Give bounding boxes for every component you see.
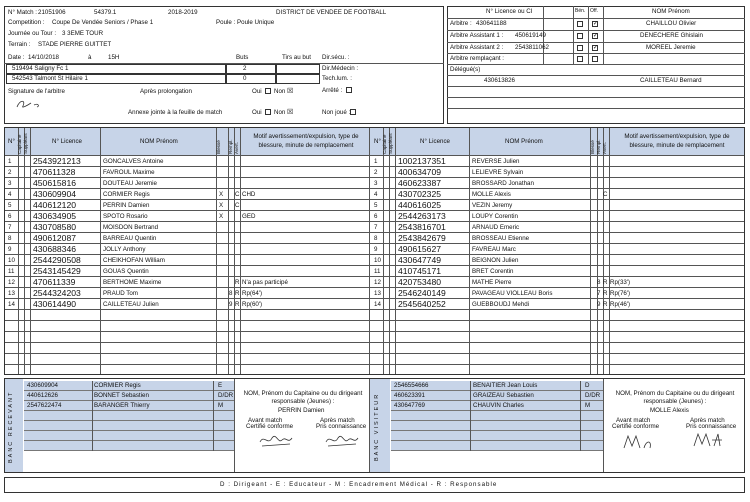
date: 14/10/2018	[28, 54, 59, 61]
dir-secu-label: Dir.sécu. :	[322, 54, 350, 61]
player-licence: 2543921213	[33, 156, 81, 166]
away-captain-title: NOM, Prénom du Capitaine ou du dirigeant responsable (Jeunes) :	[615, 390, 735, 406]
col-substitute: Suppléant	[23, 133, 28, 154]
player-mark: R	[603, 290, 608, 297]
player-injured: X	[219, 213, 224, 220]
player-name: BARREAU Quentin	[103, 235, 157, 242]
player-mark: R	[235, 279, 240, 286]
player-number: 6	[374, 213, 378, 220]
player-number: 7	[374, 224, 378, 231]
competition-label: Competition :	[8, 19, 45, 26]
player-number: 14	[374, 301, 381, 308]
player-licence: 2544263173	[398, 211, 446, 221]
tab-away-box	[276, 74, 320, 84]
referee-signature	[14, 97, 44, 111]
prolong-oui-label: Oui	[252, 88, 262, 95]
away-captain-name: MOLLE Alexis	[650, 407, 689, 414]
player-number: 10	[8, 257, 15, 264]
non-joue-label: Non joué :	[322, 109, 351, 116]
player-licence: 430688346	[33, 244, 77, 254]
home-captain-title: NOM, Prénom du Capitaine ou du dirigeant responsable (Jeunes) :	[243, 390, 363, 406]
col-number: N°	[8, 138, 15, 145]
player-number: 10	[374, 257, 381, 264]
player-licence: 460623387	[398, 178, 442, 188]
player-number: 9	[374, 246, 378, 253]
player-name: DOUTEAU Jeremie	[103, 180, 157, 187]
player-name: REVERSE Julien	[472, 158, 520, 165]
player-name: SPOTO Rosario	[103, 213, 148, 220]
player-licence: 2543842679	[398, 233, 446, 243]
player-name: CORMIER Regis	[103, 191, 150, 198]
col-replaced: Rempl.	[596, 139, 601, 154]
player-number: 13	[374, 290, 381, 297]
player-licence: 440616025	[398, 200, 442, 210]
player-licence: 2543816701	[398, 222, 446, 232]
player-licence: 400634709	[398, 167, 442, 177]
arrete-checkbox[interactable]	[346, 87, 352, 93]
season: 2018-2019	[168, 9, 198, 16]
col-substitute: Suppléant	[388, 133, 393, 154]
bench-col-divider	[92, 381, 93, 451]
player-name: MATHE Pierre	[472, 279, 512, 286]
official-licence: 2543811062	[515, 44, 549, 51]
bench-licence: 2546554666	[394, 382, 429, 389]
bench-licence: 440612626	[27, 392, 58, 399]
ben-checkbox[interactable]	[577, 56, 583, 62]
player-name: GUEBBOUDJ Mehdi	[472, 301, 530, 308]
home-apres-match: Après match	[320, 417, 355, 424]
player-licence: 2543145429	[33, 266, 81, 276]
player-number: 2	[8, 169, 12, 176]
player-licence: 490615627	[398, 244, 442, 254]
ben-checkbox[interactable]	[577, 45, 583, 51]
player-name: GONCALVES Antoine	[103, 158, 164, 165]
player-licence: 2544324203	[33, 288, 81, 298]
player-licence: 450615816	[33, 178, 77, 188]
poule-label: Poule :	[216, 19, 236, 26]
away-bench-label: BANC VISITEUR	[374, 392, 380, 461]
player-licence: 430647749	[398, 255, 442, 265]
terrain: STADE PIERRE GUITTET	[38, 41, 112, 48]
referee-signature-label: Signature de l'arbitre	[8, 88, 65, 95]
player-number: 5	[374, 202, 378, 209]
score-away: 0	[243, 75, 247, 82]
bench-name: GRAIZEAU Sebastien	[473, 392, 534, 399]
player-name: BEIGNON Julien	[472, 257, 519, 264]
delegue-name: CAILLETEAU Bernard	[640, 77, 702, 84]
team-home: 519494 Saligny Fc 1	[12, 65, 69, 72]
ben-checkbox[interactable]	[577, 33, 583, 39]
player-motif: Rp(64')	[242, 290, 263, 297]
player-name: CAILLETEAU Julien	[103, 301, 159, 308]
bench-row	[391, 441, 603, 451]
match-number: 21051906	[38, 9, 66, 16]
bench-name: BARANGER Thierry	[94, 402, 150, 409]
prolong-non-checkbox[interactable]: ☒	[287, 88, 294, 95]
player-number: 11	[374, 268, 381, 275]
official-licence: 450619149	[515, 32, 546, 39]
off-checkbox[interactable]: ✓	[593, 33, 599, 39]
away-captain-signature-before	[620, 430, 656, 454]
tirs-au-but-label: Tirs au but	[282, 54, 312, 61]
arrete-label: Arrêté :	[322, 87, 343, 94]
player-name: BROSSEAU Etienne	[472, 235, 530, 242]
player-replaced: 7	[597, 290, 601, 297]
col-motif: Motif avertissement/expulsion, type de blessure, minute de remplacement	[253, 133, 359, 149]
official-licence: 430641188	[476, 20, 507, 27]
player-name: PAVAGEAU VIOLLEAU Boris	[472, 290, 553, 297]
player-name: PRAUD Tom	[103, 290, 138, 297]
player-licence: 2546240149	[398, 288, 446, 298]
score-home: 2	[243, 65, 247, 72]
bench-col-divider	[580, 381, 581, 451]
tab-home-box	[276, 64, 320, 74]
dir-med-label: Dir.Médecin :	[322, 65, 359, 72]
bench-role: D	[585, 382, 590, 389]
player-injured: X	[219, 202, 224, 209]
col-name: NOM Prénom	[505, 138, 543, 145]
away-pris-connaissance: Pris connaissance	[686, 423, 737, 430]
officials-col-licence: N° Licence ou CI	[486, 8, 533, 15]
buts-label: Buts	[236, 54, 249, 61]
bench-col-divider	[213, 381, 214, 451]
bench-name: BENAITIER Jean Louis	[473, 382, 538, 389]
player-number: 13	[8, 290, 15, 297]
bench-col-divider	[470, 381, 471, 451]
annexe-label: Annexe jointe à la feuille de match	[128, 109, 223, 116]
player-licence: 430614490	[33, 299, 77, 309]
player-number: 3	[8, 180, 12, 187]
player-mark: C	[235, 202, 240, 209]
bench-name: CORMIER Regis	[94, 382, 141, 389]
player-number: 1	[8, 158, 12, 165]
away-certifie: Certifié conforme	[612, 423, 660, 430]
player-number: 9	[8, 246, 12, 253]
annexe-oui-checkbox[interactable]	[265, 109, 271, 115]
home-bench-label: BANC RECEVANT	[8, 390, 14, 463]
player-number: 5	[8, 202, 12, 209]
officials-col-ben: Bén.	[575, 8, 586, 14]
match-no-label: N° Match :	[8, 9, 37, 16]
player-mark: C	[235, 191, 240, 198]
bench-licence: 2547622474	[27, 402, 62, 409]
player-licence: 490612087	[33, 233, 77, 243]
player-number: 8	[8, 235, 12, 242]
player-injured: X	[219, 191, 224, 198]
player-name: VEZIN Jeremy	[472, 202, 513, 209]
player-licence: 430609904	[33, 189, 77, 199]
official-role: Arbitre :	[450, 20, 472, 27]
bench-name: CHAUVIN Charles	[473, 402, 524, 409]
player-name: MOISDON Bertrand	[103, 224, 159, 231]
col-licence: N° Licence	[52, 138, 82, 145]
bench-licence: 430609904	[27, 382, 58, 389]
ben-checkbox[interactable]	[577, 21, 583, 27]
terrain-label: Terrain :	[8, 41, 31, 48]
home-certifie: Certifié conforme	[246, 423, 294, 430]
player-licence: 430708580	[33, 222, 77, 232]
bench-row	[24, 431, 234, 441]
col-captain: Capitaine	[17, 134, 22, 154]
bench-row	[24, 421, 234, 431]
player-name: BERTHOME Maxime	[103, 279, 162, 286]
player-replaced: 9	[597, 301, 601, 308]
bench-role: E	[218, 382, 223, 389]
bench-role: M	[585, 402, 591, 409]
player-name: PERRIN Damien	[103, 202, 150, 209]
player-mark: C	[603, 191, 608, 198]
player-number: 4	[374, 191, 378, 198]
score-away-box	[226, 74, 276, 84]
player-mark: R	[235, 290, 240, 297]
official-role: Arbitre Assistant 1 :	[450, 32, 504, 39]
player-licence: 430634905	[33, 211, 77, 221]
player-name: BROSSARD Jonathan	[472, 180, 534, 187]
player-replaced: 8	[229, 290, 233, 297]
district-title: DISTRICT DE VENDEE DE FOOTBALL	[276, 9, 387, 16]
annexe-non-checkbox[interactable]: ☒	[287, 109, 294, 116]
player-number: 2	[374, 169, 378, 176]
col-injured: Blessé	[216, 140, 221, 154]
match-code: 54379.1	[94, 9, 117, 16]
player-number: 7	[8, 224, 12, 231]
off-checkbox[interactable]: ✓	[593, 45, 599, 51]
player-number: 4	[8, 191, 12, 198]
home-pris-connaissance: Pris connaissance	[316, 423, 367, 430]
player-licence: 430702325	[398, 189, 442, 199]
bench-row	[391, 411, 603, 421]
player-motif: GED	[242, 213, 256, 220]
col-replaced: Rempl.	[228, 139, 233, 154]
col-name: NOM Prénom	[140, 138, 178, 145]
away-avant-match: Avant match	[616, 417, 651, 424]
journee-label: Journée ou Tour :	[8, 30, 57, 37]
col-warned: Avert.	[602, 142, 607, 154]
bench-row	[24, 441, 234, 451]
player-motif: N'a pas participé	[242, 279, 288, 286]
kickoff-time: 15H	[108, 54, 120, 61]
time-at-label: à	[88, 54, 92, 61]
player-name: MOLLE Alexis	[472, 191, 511, 198]
footer-legend: D : Dirigeant - E : Educateur - M : Encadrement Médical - R : Responsable	[220, 481, 498, 488]
player-name: GOUAS Quentin	[103, 268, 149, 275]
bench-row	[391, 431, 603, 441]
player-licence: 440612120	[33, 200, 77, 210]
official-role: Arbitre remplaçant :	[450, 55, 504, 62]
delegue-label: Délégué(s)	[450, 66, 481, 73]
player-number: 1	[374, 158, 378, 165]
player-name: CHEIKHOFAN William	[103, 257, 165, 264]
col-captain: Capitaine	[382, 134, 387, 154]
competition: Coupe De Vendée Seniors / Phase 1	[52, 19, 154, 26]
off-checkbox[interactable]: ✓	[593, 21, 599, 27]
delegue-licence: 430613826	[484, 77, 515, 84]
player-number: 14	[8, 301, 15, 308]
prolongation-label: Après prolongation	[140, 88, 192, 95]
player-licence: 2545640252	[398, 299, 446, 309]
official-role: Arbitre Assistant 2 :	[450, 44, 504, 51]
player-licence: 1002137351	[398, 156, 446, 166]
player-number: 6	[8, 213, 12, 220]
bench-licence: 460623391	[394, 392, 425, 399]
col-number: N°	[374, 138, 381, 145]
player-mark: R	[603, 279, 608, 286]
player-replaced: 8	[597, 279, 601, 286]
player-name: FAVREAU Marc	[472, 246, 516, 253]
non-joue-checkbox[interactable]	[350, 109, 356, 115]
player-mark: R	[603, 301, 608, 308]
away-apres-match: Après match	[690, 417, 725, 424]
player-number: 12	[8, 279, 15, 286]
officials-col-name: NOM Prénom	[652, 8, 690, 15]
score-home-box	[226, 64, 276, 74]
player-motif: Rp(60')	[242, 301, 263, 308]
player-motif: Rp(76')	[610, 290, 631, 297]
home-captain-name: PERRIN Damien	[278, 407, 325, 414]
home-avant-match: Avant match	[248, 417, 283, 424]
bench-role: D/DR	[218, 392, 234, 399]
player-licence: 470611339	[33, 277, 76, 287]
col-injured: Blessé	[590, 140, 595, 154]
off-checkbox[interactable]	[592, 56, 598, 62]
annexe-non-label: Non	[274, 109, 286, 116]
col-licence: N° Licence	[420, 138, 450, 145]
bench-name: BONNET Sebastien	[94, 392, 149, 399]
date-label: Date :	[8, 54, 25, 61]
player-motif: Rp(33')	[610, 279, 631, 286]
player-licence: 470611328	[33, 167, 76, 177]
prolong-oui-checkbox[interactable]	[265, 88, 271, 94]
player-number: 8	[374, 235, 378, 242]
poule: Poule Unique	[237, 19, 275, 26]
player-name: BRET Corentin	[472, 268, 514, 275]
official-name: CHAILLOU Olivier	[646, 20, 697, 27]
player-licence: 410745171	[398, 266, 442, 276]
player-name: LOUPY Corentin	[472, 213, 518, 220]
tech-lum-label: Tech.lum. :	[322, 75, 352, 82]
col-warned: Avert.	[234, 142, 239, 154]
player-replaced: 9	[229, 301, 233, 308]
bench-role: D/DR	[585, 392, 601, 399]
bench-row	[24, 411, 234, 421]
away-captain-signature-after	[690, 428, 726, 452]
bench-licence: 430647769	[394, 402, 425, 409]
player-number: 12	[374, 279, 381, 286]
team-away: 542543 Talmont St Hilaire 1	[12, 75, 88, 82]
player-name: FAVROUL Maxime	[103, 169, 155, 176]
bench-row	[391, 421, 603, 431]
player-motif: Rp(46')	[610, 301, 631, 308]
journee: 3 3EME TOUR	[62, 30, 104, 37]
player-motif: CHD	[242, 191, 256, 198]
player-name: ARNAUD Emeric	[472, 224, 520, 231]
col-motif: Motif avertissement/expulsion, type de blessure, minute de remplacement	[624, 133, 730, 149]
home-captain-signature-after	[322, 430, 362, 452]
annexe-oui-label: Oui	[252, 109, 262, 116]
officials-col-off: Off.	[590, 8, 598, 14]
player-number: 3	[374, 180, 378, 187]
player-name: LELIEVRE Sylvain	[472, 169, 524, 176]
official-name: DENECHERE Ghislain	[640, 32, 703, 39]
player-mark: R	[235, 301, 240, 308]
player-number: 11	[8, 268, 15, 275]
player-licence: 420753480	[398, 277, 442, 287]
bench-role: M	[218, 402, 224, 409]
prolong-non-label: Non	[274, 88, 286, 95]
player-name: JOLLY Anthony	[103, 246, 146, 253]
player-licence: 2544290508	[33, 255, 81, 265]
official-name: MOREEL Jeremie	[646, 44, 696, 51]
home-captain-signature-before	[256, 430, 296, 452]
